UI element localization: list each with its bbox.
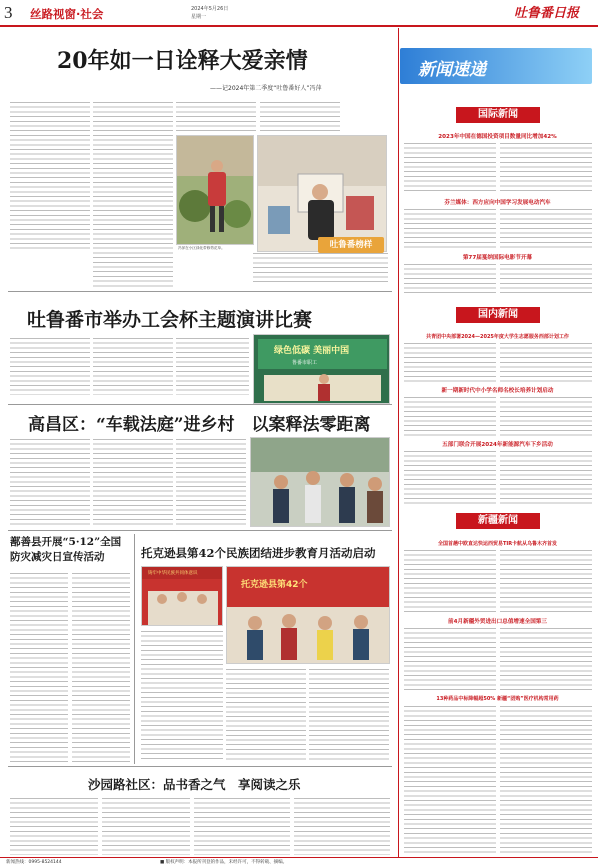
xinjiang-item-3-title: 13种药品中标降幅超50% 新疆“团购”医疗机构常用药 [436, 696, 559, 702]
masthead-rule [0, 25, 598, 27]
article4-body-col2 [72, 572, 130, 762]
article4-title: 鄯善县开展“5·12”全国防灾减灾日宣传活动 [10, 536, 122, 563]
intl-item-1-body-col2 [500, 142, 592, 192]
divider [134, 534, 135, 764]
article2-title: 吐鲁番市举办工会杯主题演讲比赛 [27, 309, 313, 331]
article3-body-col1 [10, 438, 90, 526]
article1-photo-caption: 冯萍在小区绿化带修剪花草。 [178, 246, 225, 250]
xinjiang-item-1-body-col1 [404, 549, 496, 613]
news-banner-title: 新闻速递 [418, 60, 486, 80]
xinjiang-header: 新疆新闻 [456, 513, 540, 529]
xinjiang-item-2-title: 前4月新疆外贸进出口总值增速全国第三 [448, 619, 547, 625]
domestic-item-3-body-col1 [404, 450, 496, 504]
article6-body-col1 [10, 797, 98, 855]
article1-photo-2 [257, 135, 387, 252]
news-banner [400, 48, 592, 84]
intl-item-2-title: 芬兰媒体：西方应向中国学习发展电动汽车 [444, 200, 551, 206]
divider [8, 291, 392, 292]
domestic-item-3-title: 五部门联合开展2024年新能源汽车下乡活动 [442, 442, 553, 448]
issue-date: 2024年5月26日 [191, 6, 229, 12]
intl-item-2-body-col1 [404, 208, 496, 248]
article2-stage-sign: 鲁番市职工 [292, 360, 318, 366]
article3-photo [250, 437, 390, 527]
article5-body-col1 [141, 630, 223, 762]
article6-body-col4 [294, 797, 390, 855]
intl-item-3-body-col1 [404, 263, 496, 297]
domestic-item-2-title: 新一期新时代中小学名师名校长培养计划启动 [441, 388, 554, 394]
article1-body-col1 [10, 101, 90, 249]
article1-title: 20年如一日诠释大爱亲情 [57, 48, 308, 74]
article1-subtitle: ——记2024年第二季度“吐鲁番好人”冯萍 [210, 85, 322, 92]
intl-header: 国际新闻 [456, 107, 540, 123]
xinjiang-item-3-body-col1 [404, 705, 496, 853]
article6-title: 沙园路社区：品书香之气 享阅读之乐 [88, 777, 301, 792]
article6-body-col2 [102, 797, 190, 855]
issue-weekday: 星期一 [191, 14, 207, 20]
xinjiang-item-2-body-col1 [404, 627, 496, 691]
intl-item-1-body-col1 [404, 142, 496, 192]
domestic-item-1-body-col2 [500, 342, 592, 382]
xinjiang-item-1-title: 全国首趟中欧直达快运西贸易TIR卡航从乌鲁木齐首发 [437, 541, 558, 547]
divider [8, 404, 392, 405]
article5-photo-banner: 铸牢中华民族共同体意识 [148, 571, 198, 576]
article1-photo [176, 135, 254, 245]
domestic-item-3-body-col2 [500, 450, 592, 504]
article5-photo-2 [226, 566, 390, 664]
xinjiang-item-3-body-col2 [500, 705, 592, 853]
article6-body-col3 [194, 797, 290, 855]
article2-body-col3 [176, 337, 249, 395]
divider [8, 766, 392, 767]
article5-title: 托克逊县第42个民族团结进步教育月活动启动 [141, 546, 376, 560]
article3-body-col3 [176, 438, 246, 526]
xinjiang-item-2-body-col2 [500, 627, 592, 691]
article3-body-col2 [93, 438, 173, 526]
article1-body-col5 [253, 252, 388, 286]
domestic-item-2-body-col2 [500, 396, 592, 436]
domestic-header: 国内新闻 [456, 307, 540, 323]
domestic-item-1-title: 共青团中央部署2024—2025年度大学生志愿服务西部计划工作 [426, 334, 569, 340]
intl-item-3-body-col2 [500, 263, 592, 297]
article5-body-col2 [226, 668, 306, 762]
footer-copyright: ■ 版权声明：本报所刊登的作品，未经许可，不得转载、摘编。 [160, 860, 288, 865]
article5-body-col3 [309, 668, 389, 762]
page-number: 3 [4, 3, 13, 22]
article1-body-col3 [176, 101, 256, 131]
article4-body-col1 [10, 572, 68, 762]
intl-item-2-body-col2 [500, 208, 592, 248]
intl-item-3-title: 第77届戛纳国际电影节开幕 [462, 255, 533, 261]
footer-hotline: 新闻热线：0995-8524144 [6, 860, 62, 865]
article2-body-col2 [93, 337, 173, 395]
article2-body-col1 [10, 337, 90, 395]
badge-exemplar: 吐鲁番榜样 [318, 237, 384, 253]
article2-photo [253, 334, 390, 404]
xinjiang-item-1-body-col2 [500, 549, 592, 613]
footer-rule [0, 857, 598, 858]
article3-title: 高昌区：“车载法庭”进乡村 以案释法零距离 [28, 415, 371, 435]
divider [8, 530, 392, 531]
section-title: 丝路视窗·社会 [30, 7, 104, 21]
domestic-item-1-body-col1 [404, 342, 496, 382]
article5-stage-banner: 托克逊县第42个 [241, 580, 308, 590]
paper-logo: 吐鲁番日报 [514, 6, 580, 21]
article1-body-col2 [93, 101, 173, 288]
article1-body-col4 [260, 101, 340, 131]
article5-photo [141, 566, 223, 626]
domestic-item-2-body-col1 [404, 396, 496, 436]
intl-item-1-title: 2023年中国在德国投资项目数量同比增加42% [438, 134, 557, 140]
article2-stage-banner: 绿色低碳 美丽中国 [274, 346, 350, 356]
